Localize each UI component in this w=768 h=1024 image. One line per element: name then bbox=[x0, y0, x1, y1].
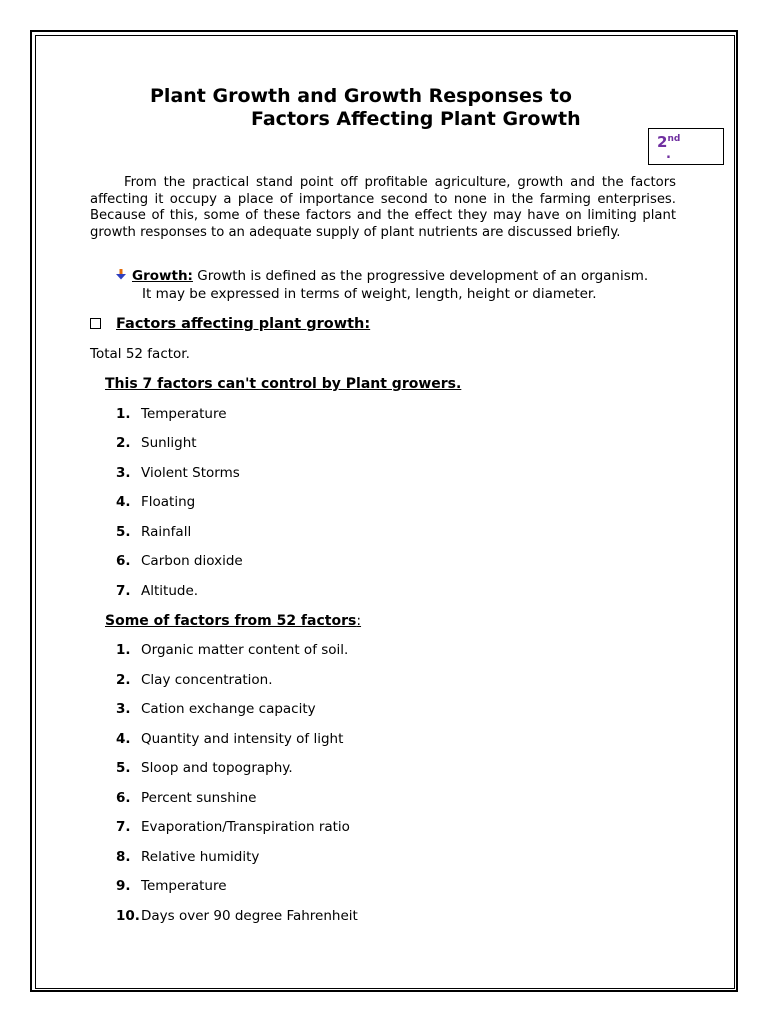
list-item: 4. Quantity and intensity of light bbox=[116, 731, 344, 747]
list-item: 3. Cation exchange capacity bbox=[116, 701, 316, 717]
list-item: 7. Altitude. bbox=[116, 583, 199, 599]
list-item: 2. Clay concentration. bbox=[116, 672, 273, 688]
list-item: 5. Rainfall bbox=[116, 524, 192, 540]
growth-definition bbox=[116, 268, 678, 303]
list-item: 10.Days over 90 degree Fahrenheit bbox=[116, 908, 358, 924]
growth-definition-cont: It may be expressed in terms of weight, length, height or diameter. bbox=[142, 285, 597, 302]
arrow-down-icon bbox=[116, 268, 128, 286]
title-line-1: Plant Growth and Growth Responses to bbox=[150, 85, 572, 107]
page-tag-dot: . bbox=[666, 147, 671, 162]
growth-term: Growth: bbox=[132, 268, 193, 284]
page-tag: 2nd bbox=[657, 133, 681, 151]
page-tag-box bbox=[648, 128, 724, 165]
uncontrollable-heading: This 7 factors can't control by Plant growers. bbox=[105, 376, 462, 392]
list-item: 1. Organic matter content of soil. bbox=[116, 642, 349, 658]
factors-heading: Factors affecting plant growth: bbox=[116, 316, 371, 332]
checkbox-bullet-icon bbox=[90, 318, 101, 329]
list-item: 2. Sunlight bbox=[116, 435, 197, 451]
growth-definition-text: Growth is defined as the progressive development of an organism. bbox=[197, 268, 649, 284]
list-item: 7. Evaporation/Transpiration ratio bbox=[116, 819, 350, 835]
list-item: 6. Percent sunshine bbox=[116, 790, 257, 806]
list-item: 6. Carbon dioxide bbox=[116, 553, 243, 569]
list-item: 4. Floating bbox=[116, 494, 196, 510]
list-item: 3. Violent Storms bbox=[116, 465, 240, 481]
list-item: 5. Sloop and topography. bbox=[116, 760, 293, 776]
title-line-2: Factors Affecting Plant Growth bbox=[251, 108, 581, 130]
list-item: 1. Temperature bbox=[116, 406, 227, 422]
total-factors-text: Total 52 factor. bbox=[90, 346, 190, 362]
list-item: 9. Temperature bbox=[116, 878, 227, 894]
list-item: 8. Relative humidity bbox=[116, 849, 260, 865]
some-factors-heading: Some of factors from 52 factors: bbox=[105, 613, 362, 629]
intro-paragraph: From the practical stand point off profitable agriculture, growth and the factors affecting it occupy a place of importance second to none in the farming enterprises. Because of this, some of these factors and the effect they may have on limiting plant growth responses to an adequate supply of plant nutrients are discussed briefly. bbox=[90, 175, 676, 240]
